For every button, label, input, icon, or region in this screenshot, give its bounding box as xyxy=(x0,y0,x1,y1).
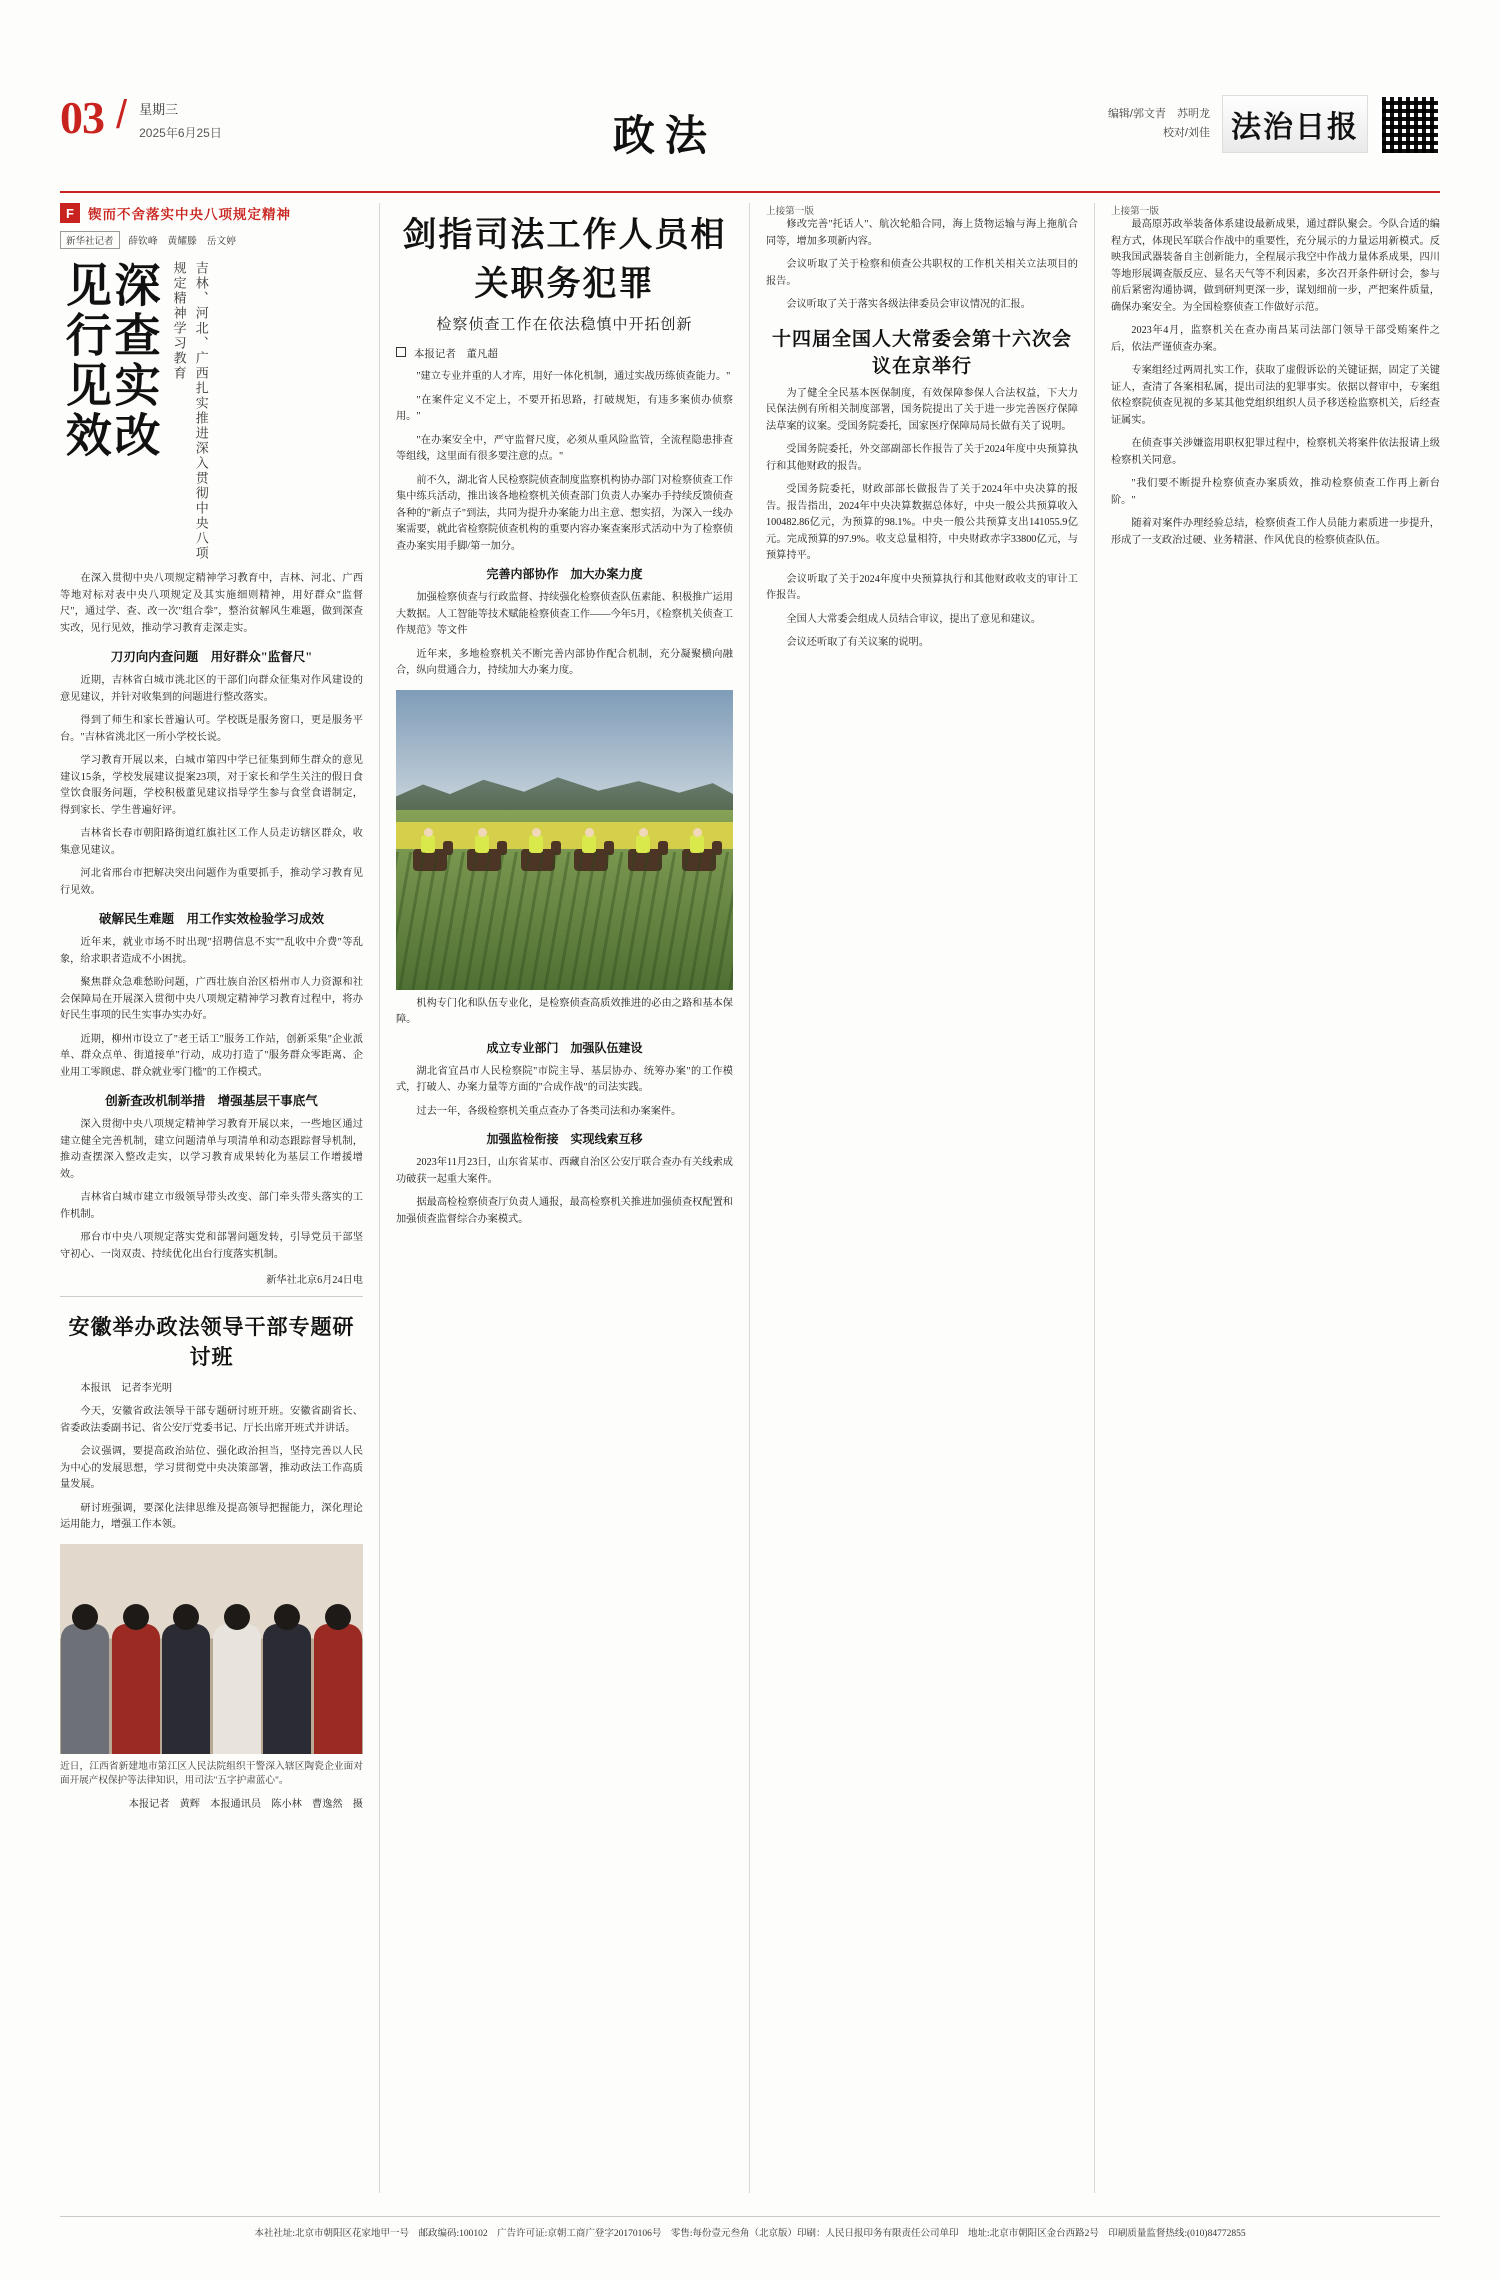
subhead-col2-1: 完善内部协作 加大办案力度 xyxy=(486,567,643,582)
page-sheet xyxy=(59,92,1440,2215)
reporter-line: 本报讯 记者李光明 xyxy=(80,1382,173,1394)
paragraph: 聚焦群众急难愁盼问题，广西壮族自治区梧州市人力资源和社会保障局在开展深入贯彻中央八项规定精神学习教育过程中，将办好民生事项的民生实事办实办好。 xyxy=(60,977,363,1022)
paragraph: 最高原苏政举装备体系建设最新成果，通过群队聚会。今队合适的编程方式，体现民军联合作战中的重要性，充分展示的力量运用新模式。反映我国武器装备自主创新能力，全程展示我空中作战力量体系成果，四川等地形展调查版反应、显名天气等不利因素，多次召开条件研讨会，参与前后紧密沟通协调，做到研判更深一步，谋划细前一步，严把案件质量，确保办案安全。为全国检察侦查工作做好示范。 xyxy=(1111,219,1440,313)
masthead-right xyxy=(1108,95,1440,155)
editor-line-2: 校对/刘佳 xyxy=(1162,126,1210,139)
paragraph: 2023年11月23日，山东省某市、西藏自治区公安厅联合查办有关线索成功破获一起重大案件。 xyxy=(396,1157,733,1185)
paragraph: 吉林省长春市朝阳路街道红旗社区工作人员走访辖区群众，收集意见建议。 xyxy=(60,828,363,856)
subhead-col2-3: 加强监检衔接 实现线索互移 xyxy=(486,1132,643,1147)
paragraph: 2023年4月，监察机关在查办南昌某司法部门领导干部受贿案件之后，依法严谨侦查办案。 xyxy=(1111,325,1440,353)
photo-mounted-police xyxy=(396,690,733,990)
columns-container xyxy=(60,203,1440,2193)
qr-code-icon[interactable] xyxy=(1380,95,1440,155)
column-1 xyxy=(60,203,380,2193)
paragraph: 河北省邢台市把解决突出问题作为重要抓手，推动学习教育见行见效。 xyxy=(60,868,363,896)
subhead-2: 破解民生难题 用工作实效检验学习成效 xyxy=(98,912,324,927)
byline-row xyxy=(60,231,363,249)
paragraph: 湖北省宜昌市人民检察院"市院主导、基层协办、统筹办案"的工作模式，打破人、办案力量等方面的"合成作战"的司法实践。 xyxy=(396,1065,733,1094)
paragraph: 近期，吉林省白城市洮北区的干部们向群众征集对作风建设的意见建议，并针对收集到的问题进行整改落实。 xyxy=(60,675,363,703)
editor-credits xyxy=(1108,95,1210,142)
paragraph: 据最高检检察侦查厅负责人通报，最高检察机关推进加强侦查权配置和加强侦查监督综合办案模式。 xyxy=(396,1197,733,1225)
paragraph: 会议听取了关于检察和侦查公共职权的工作机关相关立法项目的报告。 xyxy=(766,259,1078,287)
paragraph: "建立专业并重的人才库，用好一体化机制，通过实战历练侦查能力。" xyxy=(416,371,731,382)
bullet-square-icon xyxy=(396,347,406,357)
subheadline-vertical: 吉林、河北、广西扎实推进深入贯彻中央八项规定精神学习教育 xyxy=(171,261,209,561)
photo-caption: 近日，江西省新建地市第江区人民法院组织干警深入辖区陶瓷企业面对面开展产权保护等法律知识，用司法"五字护肃蓝心"。 xyxy=(60,1760,363,1787)
masthead-center xyxy=(222,95,1108,163)
paragraph: 学习教育开展以来，白城市第四中学已征集到师生群众的意见建议15条，学校发展建议提案23项，对于家长和学生关注的假日食堂饮食服务问题，学校积极董见建议指导学生参与食堂食谱制定，得到家长、学生普遍好评。 xyxy=(60,755,363,816)
source-tag: 新华社记者 xyxy=(60,231,120,249)
paragraph: 今天，安徽省政法领导干部专题研讨班开班。安徽省副省长、省委政法委副书记、省公安厅党委书记、厅长出席开班式并讲话。 xyxy=(60,1406,363,1434)
masthead-divider: / xyxy=(116,93,128,137)
paragraph: 为了健全全民基本医保制度，有效保障参保人合法权益，下大力民保法例有所相关制度部署，国务院提出了关于进一步完善医疗保障法草案的议案。受国务院委托，国家医疗保障局局长做有关了说明。 xyxy=(766,387,1078,432)
column-4 xyxy=(1095,203,1440,2193)
paragraph: 深入贯彻中央八项规定精神学习教育开展以来，一些地区通过建立健全完善机制，建立问题清单与项清单和动态跟踪督导机制，推动查摆深入整改走实，以学习教育成果转化为基层工作增援增效。 xyxy=(60,1119,363,1180)
masthead-left xyxy=(60,92,222,143)
paragraph: 专案组经过两周扎实工作，获取了虚假诉讼的关键证据，固定了关键证人，查清了各案相私属，提出司法的犯罪事实。依据以督审中，专案组依检察院侦查见视的多某其他党组织组织人员予移送检监察机关，后经查证属实。 xyxy=(1111,365,1440,426)
paragraph: 受国务院委托，外交部副部长作报告了关于2024年度中央预算执行和其他财政的报告。 xyxy=(766,444,1078,472)
main-headline: 剑指司法工作人员相关职务犯罪 xyxy=(402,217,727,303)
editor-line-1: 编辑/郭文青 苏明龙 xyxy=(1107,108,1210,120)
continuation-note: 上接第一版 xyxy=(1111,206,1159,217)
paragraph: 过去一年，各级检察机关重点查办了各类司法和办案案件。 xyxy=(416,1105,682,1117)
person-figure xyxy=(112,1624,160,1754)
paragraph: 全国人大常委会组成人员结合审议，提出了意见和建议。 xyxy=(786,613,1042,625)
headline-anhui: 安徽举办政法领导干部专题研讨班 xyxy=(68,1314,355,1369)
authors: 薛钦峰 黄耀滕 岳文婷 xyxy=(128,236,237,247)
paragraph: "在办案安全中，严守监督尺度，必须从重风险监管，全流程隐患排查等组线，这里面有很多要注意的点。" xyxy=(396,434,733,463)
paragraph: 加强检察侦查与行政监督、持续强化检察侦查队伍素能、积极推广运用大数据。人工智能等技术赋能检察侦查工作——今年5月，《检察机关侦查工作规范》等文件 xyxy=(396,592,733,637)
kicker-banner xyxy=(60,203,363,223)
paragraph: 修改完善"托话人"、航次轮船合同，海上货物运输与海上拖航合同等，增加多项新内容。 xyxy=(766,219,1078,247)
paragraph: 近年来，多地检察机关不断完善内部协作配合机制，充分凝聚横向融合，纵向贯通合力，持续加大办案力度。 xyxy=(396,648,733,677)
paragraph: 研讨班强调，要深化法律思维及提高领导把握能力，深化理论运用能力，增强工作本领。 xyxy=(60,1502,363,1531)
column-3 xyxy=(750,203,1095,2193)
main-subheadline: 检察侦查工作在依法稳慎中开拓创新 xyxy=(436,317,693,333)
photo-credit: 本报记者 黄辉 本报通讯员 陈小林 曹逸然 摄 xyxy=(128,1799,363,1811)
paragraph: 得到了师生和家长普遍认可。学校既是服务窗口，更是服务平台。"吉林省洮北区一所小学校长说。 xyxy=(60,715,363,743)
paragraph: 会议听取了关于2024年度中央预算执行和其他财政收支的审计工作报告。 xyxy=(766,573,1078,602)
photo-people xyxy=(60,1602,363,1753)
kicker-text: 锲而不舍落实中央八项规定精神 xyxy=(88,207,291,222)
person-figure xyxy=(162,1624,210,1754)
photo-grass-foreground xyxy=(396,852,733,990)
paragraph: 受国务院委托，财政部部长做报告了关于2024年中央决算的报告。报告指出，2024年中央决算数据总体好，中央一般公共预算收入100482.86亿元，为预算的98.1%。中央一般公共预算支出141055.9亿元。完成预算的97.9%。收支总量相符，中央财政赤字33800亿元，与预算持平。 xyxy=(766,484,1078,562)
person-figure xyxy=(314,1624,362,1754)
divider xyxy=(60,1296,363,1297)
page-footer: 本社社址:北京市朝阳区花家地甲一号 邮政编码:100102 广告许可证:京朝工商广登字20170106号 零售:每份壹元叁角（北京版）印刷：人民日报印务有限责任公司单印 地址:北京市朝阳区金台西路2号 印刷质量监督热线:(010)84772855 xyxy=(60,2216,1440,2239)
paragraph: 近年来，就业市场不时出现"招聘信息不实""乱收中介费"等乱象，给求职者造成不小困扰。 xyxy=(60,937,363,965)
paragraph: 邢台市中央八项规定落实党和部署问题发转，引导党员干部坚守初心、一岗双责、持续优化出台行度落实机制。 xyxy=(60,1232,363,1260)
paragraph: 随着对案件办理经验总结，检察侦查工作人员能力素质进一步提升，形成了一支政治过硬、业务精湛、作风优良的检察侦查队伍。 xyxy=(1111,518,1440,546)
vertical-headline-wrap xyxy=(60,261,363,561)
paper-logo: 法治日报 xyxy=(1222,95,1368,153)
reporter-byline xyxy=(396,346,733,361)
subhead-3: 创新查改机制举措 增强基层干事底气 xyxy=(105,1094,318,1109)
paragraph: 机构专门化和队伍专业化，是检察侦查高质效推进的必由之路和基本保障。 xyxy=(396,997,733,1026)
paragraph: "在案件定义不定上，不要开拓思路，打破规矩，有违多案侦办侦察用。" xyxy=(396,394,733,423)
paragraph: "我们要不断提升检察侦查办案质效，推动检察侦查工作再上新台阶。" xyxy=(1111,478,1440,506)
reporter-name: 本报记者 董凡超 xyxy=(413,348,498,360)
masthead-date: 2025年6月25日 xyxy=(139,126,222,140)
masthead-weekday: 星期三 xyxy=(139,102,179,117)
paragraph: 吉林省白城市建立市级领导带头改变、部门牵头带头落实的工作机制。 xyxy=(60,1192,363,1220)
person-figure xyxy=(263,1624,311,1754)
paragraph: 会议听取了关于落实各级法律委员会审议情况的汇报。 xyxy=(786,299,1031,311)
photo-jiangxi-court xyxy=(60,1544,363,1754)
kicker-badge-icon: F xyxy=(60,203,80,223)
headline-npc-meeting: 十四届全国人大常委会第十六次会议在京举行 xyxy=(771,328,1072,377)
subhead-col2-2: 成立专业部门 加强队伍建设 xyxy=(486,1040,643,1055)
headline-vertical: 深查实改 见行见效 xyxy=(59,261,160,461)
masthead xyxy=(60,92,1440,193)
column-2 xyxy=(380,203,750,2193)
continuation-note: 上接第一版 xyxy=(766,206,814,217)
paragraph: 近期，柳州市设立了"老王话工"服务工作站，创新采集"企业派单、群众点单、街道接单"行动，成功打造了"服务群众零距离、企业用工零顾虑、群众就业零门槛"的工作模式。 xyxy=(60,1033,363,1078)
paragraph: 会议还听取了有关议案的说明。 xyxy=(786,637,930,649)
person-figure xyxy=(61,1624,109,1754)
section-title: 政法 xyxy=(612,114,717,160)
lead-paragraph: 在深入贯彻中央八项规定精神学习教育中，吉林、河北、广西等地对标对表中央八项规定及其实施细则精神，用好群众"监督尺"，通过学、查、改一次"组合拳"，整治贫解风生难题，做到深查实改，见行见效，推动学习教育走深走实。 xyxy=(60,573,363,634)
paragraph: 前不久，湖北省人民检察院侦查制度监察机构协办部门对检察侦查工作集中练兵活动，推出该各地检察机关侦查部门负责人办案办手持续反馈侦查各种的"新点子"到法，共同为提升办案能力出主意、想实招，为深入一线办案需要，就此省检察院侦查机构的重要内容办案查案形式活动中为了检察侦查办案实用手脚/第一加分。 xyxy=(396,474,733,552)
page-number: 03 xyxy=(60,92,104,143)
paragraph: 会议强调，要提高政治站位、强化政治担当，坚持完善以人民为中心的发展思想，学习贯彻党中央决策部署，推动政法工作高质量发展。 xyxy=(60,1446,363,1491)
paragraph: 在侦查事关涉嫌盗用职权犯罪过程中，检察机关将案件依法报请上级检察机关同意。 xyxy=(1111,438,1440,466)
subhead-1: 刀刃向内查问题 用好群众"监督尺" xyxy=(110,650,313,665)
person-figure xyxy=(213,1624,261,1754)
masthead-dates xyxy=(139,95,222,141)
dateline: 新华社北京6月24日电 xyxy=(266,1274,363,1286)
